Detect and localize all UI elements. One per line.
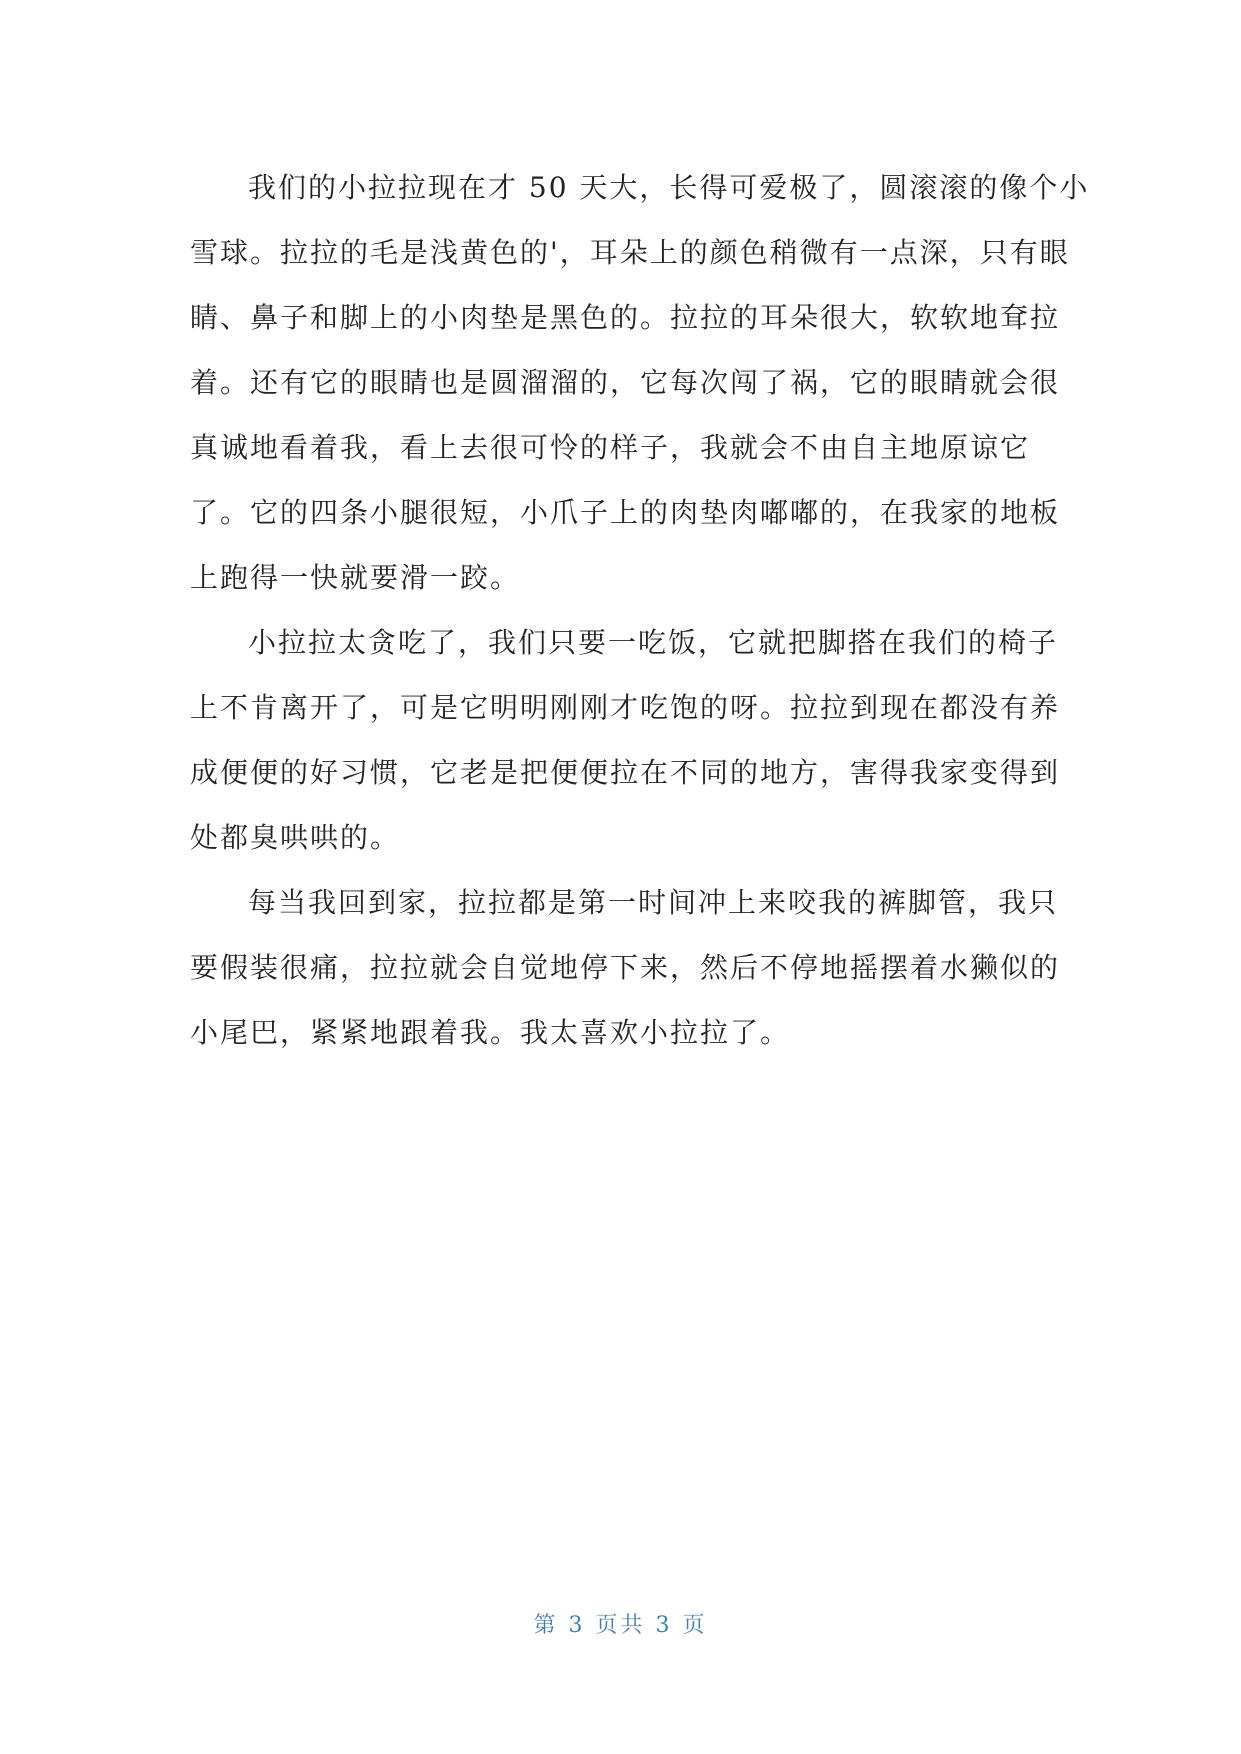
article-body	[190, 155, 1090, 1065]
text-line: 上不肯离开了，可是它明明刚刚才吃饱的呀。拉拉到现在都没有养	[190, 691, 1061, 724]
text-line: 要假装很痛，拉拉就会自觉地停下来，然后不停地摇摆着水獭似的	[190, 951, 1061, 984]
text-line: 每当我回到家，拉拉都是第一时间冲上来咬我的裤脚管，我只	[248, 886, 1059, 919]
page-number-footer: 第 3 页共 3 页	[533, 1613, 708, 1638]
text-line: 成便便的好习惯，它老是把便便拉在不同的地方，害得我家变得到	[190, 756, 1061, 789]
text-line: 小拉拉太贪吃了，我们只要一吃饭，它就把脚搭在我们的椅子	[248, 626, 1059, 659]
paragraph-3	[190, 870, 1060, 1065]
text-line: 真诚地看着我，看上去很可怜的样子，我就会不由自主地原谅它	[190, 431, 1031, 464]
text-line: 了。它的四条小腿很短，小爪子上的肉垫肉嘟嘟的，在我家的地板	[190, 496, 1061, 529]
text-line: 我们的小拉拉现在才 50 天大，长得可爱极了，圆滚滚的像个小	[248, 171, 1090, 204]
text-line: 雪球。拉拉的毛是浅黄色的'，耳朵上的颜色稍微有一点深，只有眼	[190, 236, 1070, 269]
text-line: 着。还有它的眼睛也是圆溜溜的，它每次闯了祸，它的眼睛就会很	[190, 366, 1061, 399]
paragraph-2	[190, 610, 1060, 870]
text-line: 睛、鼻子和脚上的小肉垫是黑色的。拉拉的耳朵很大，软软地耷拉	[190, 301, 1061, 334]
text-line: 处都臭哄哄的。	[190, 821, 401, 854]
text-line: 小尾巴，紧紧地跟着我。我太喜欢小拉拉了。	[190, 1016, 791, 1049]
text-line: 上跑得一快就要滑一跤。	[190, 561, 521, 594]
paragraph-1	[190, 155, 1090, 610]
